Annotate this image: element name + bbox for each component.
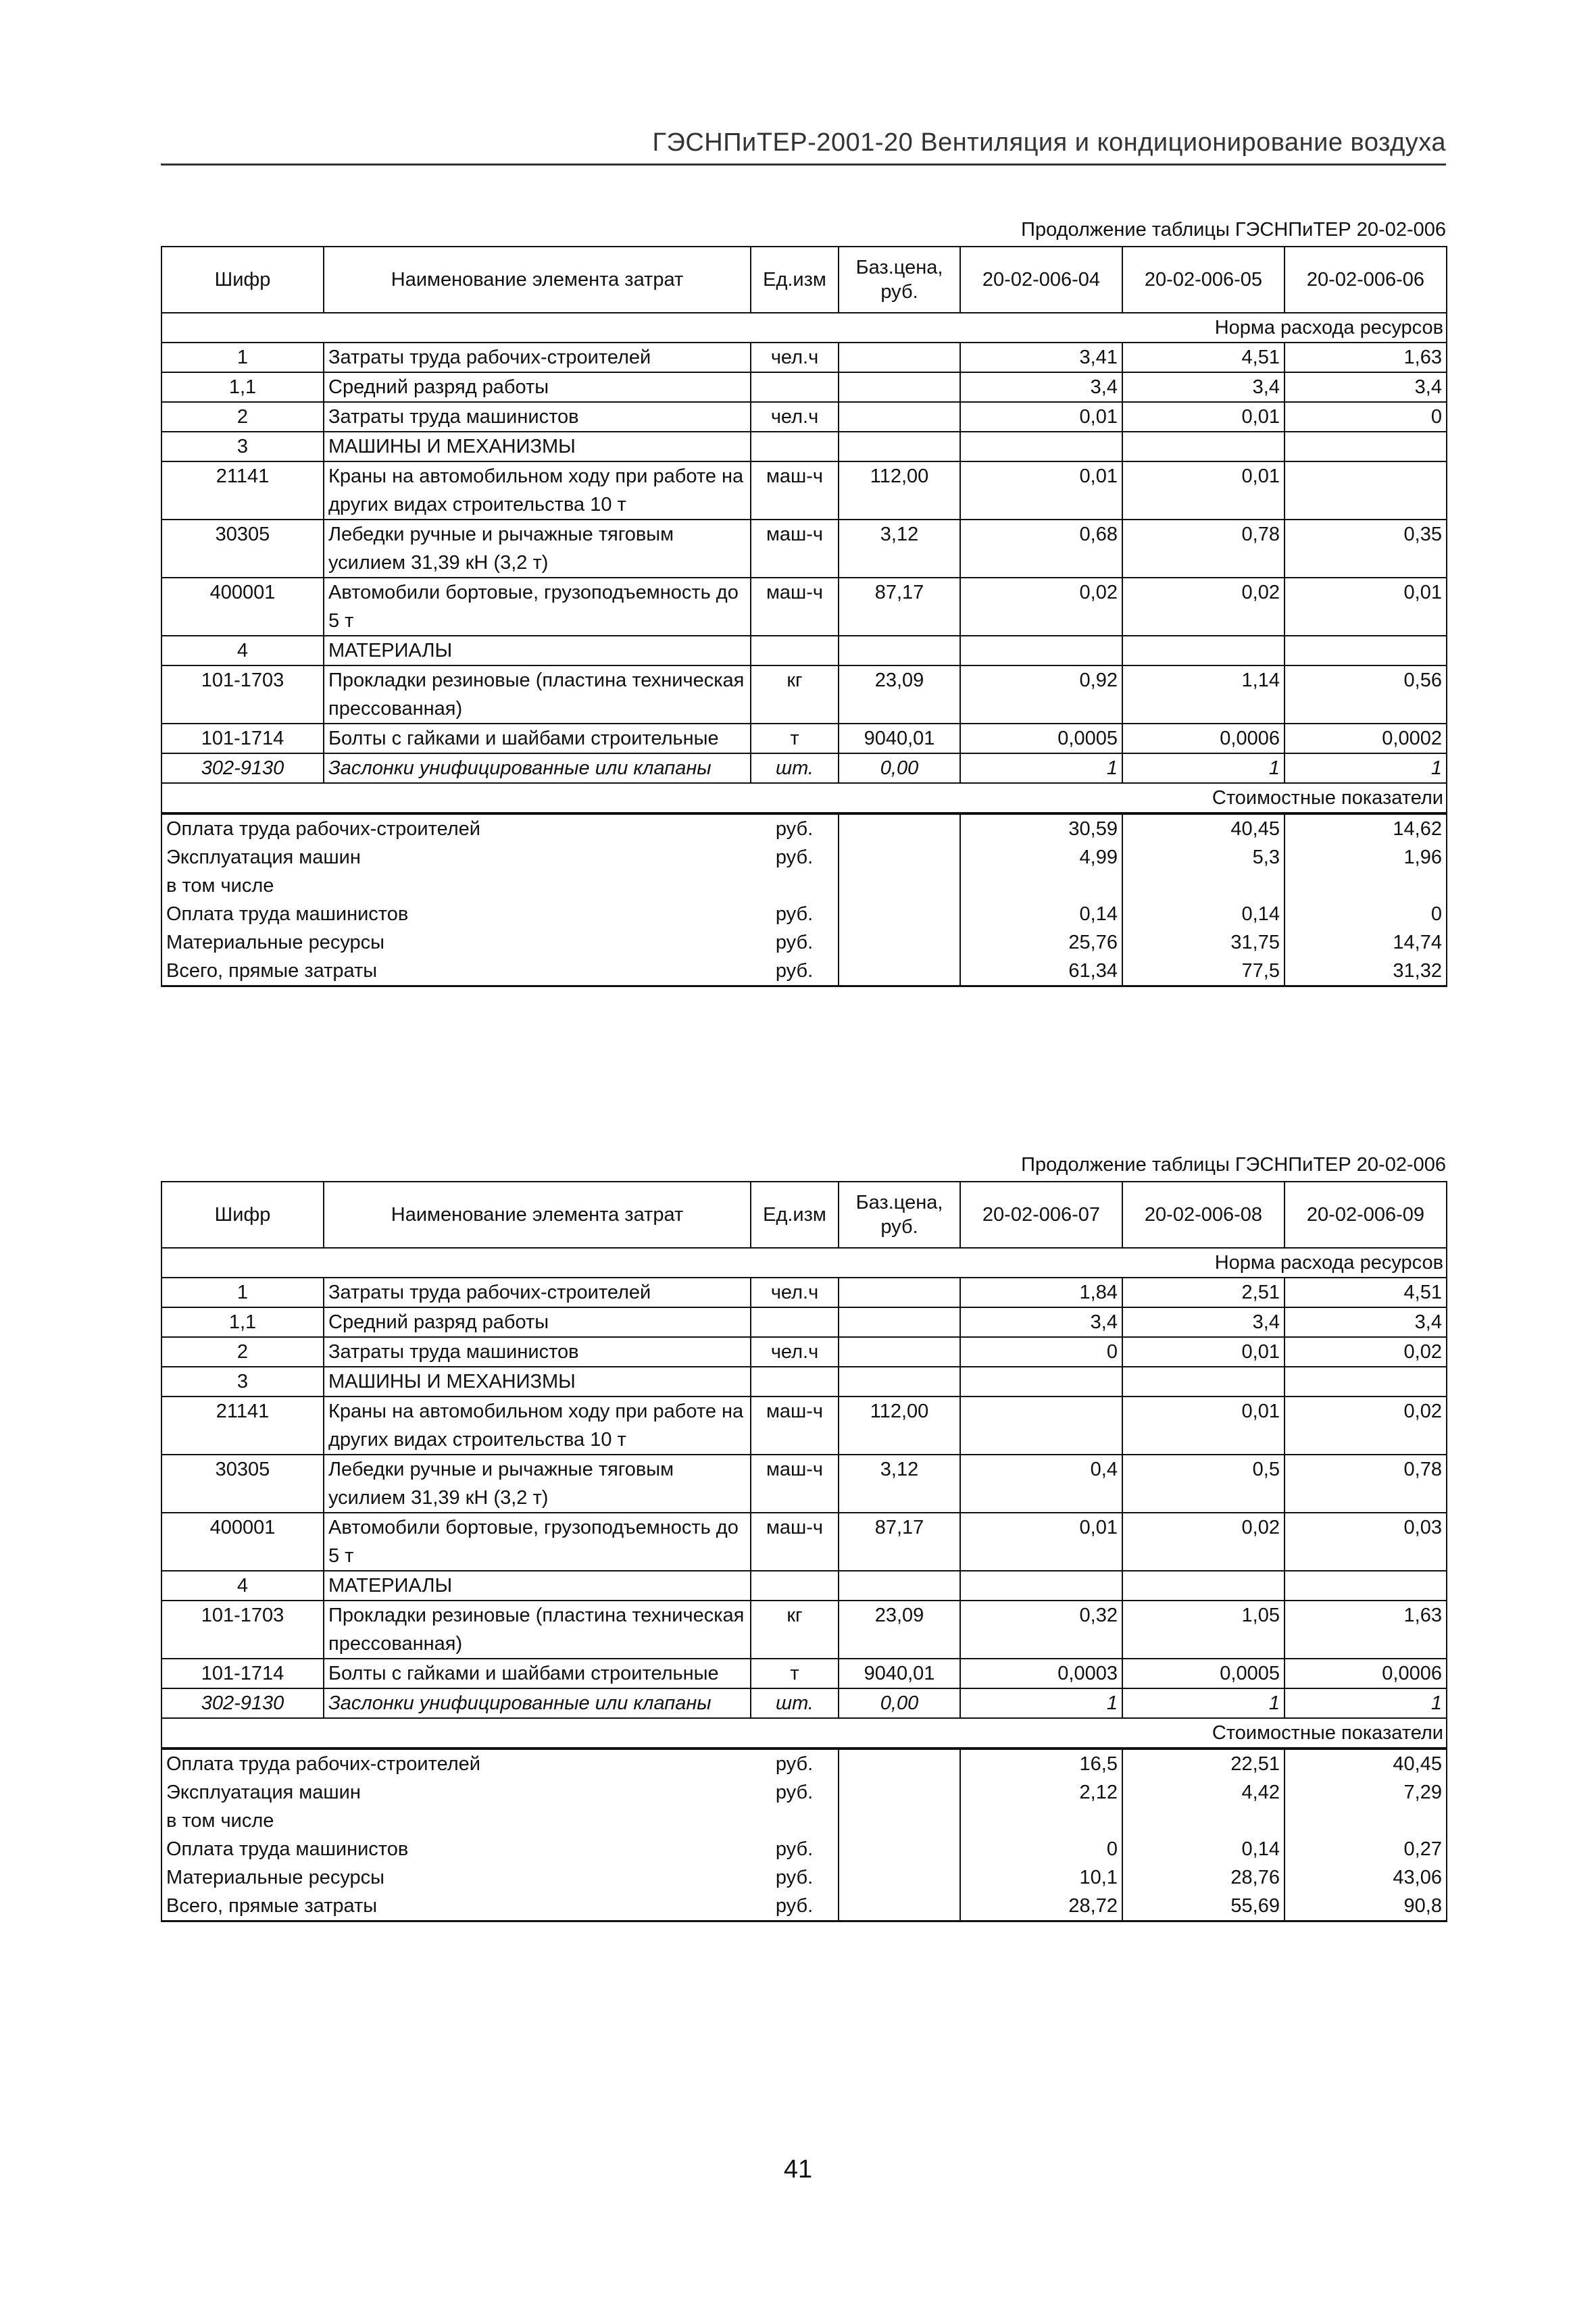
cell-price [839, 402, 960, 432]
table-caption: Продолжение таблицы ГЭСНПиТЕР 20-02-006 [1021, 1154, 1446, 1176]
cell-price [839, 872, 960, 900]
cell-price [839, 1807, 960, 1835]
table-row [161, 1278, 1447, 1307]
cell-value: 0,02 [1122, 1513, 1285, 1571]
cell-code: 1 [161, 1278, 324, 1307]
cell-price: 87,17 [839, 1513, 960, 1571]
cost-row-label: Эксплуатация машин [161, 843, 751, 872]
cell-value: 1 [960, 1688, 1122, 1718]
section-row [161, 1367, 1447, 1397]
page-header: ГЭСНПиТЕР-2001-20 Вентиляция и кондиционирование воздуха [652, 128, 1446, 157]
cell-value: 28,72 [960, 1892, 1122, 1921]
header-code: Шифр [161, 1182, 324, 1248]
cell-value: 90,8 [1285, 1892, 1447, 1921]
header-unit: Ед.изм [751, 247, 839, 313]
cell-value: 0,5 [1122, 1455, 1285, 1513]
cell-value [1285, 432, 1447, 461]
cell-code: 1,1 [161, 372, 324, 402]
cell-code: 400001 [161, 578, 324, 636]
table-row [161, 402, 1447, 432]
table-caption: Продолжение таблицы ГЭСНПиТЕР 20-02-006 [1021, 219, 1446, 241]
norm-label-row [161, 313, 1447, 343]
cell-price [839, 343, 960, 372]
cell-unit: шт. [751, 1688, 839, 1718]
cell-value: 0,32 [960, 1601, 1122, 1659]
header-column: 20-02-006-06 [1285, 247, 1447, 313]
cost-label-row [161, 783, 1447, 813]
cell-value: 77,5 [1122, 957, 1285, 986]
header-column: 20-02-006-04 [960, 247, 1122, 313]
table-row [161, 578, 1447, 636]
cost-row [161, 900, 1447, 928]
cell-unit: руб. [751, 1892, 839, 1921]
cost-row-label: Материальные ресурсы [161, 928, 751, 957]
cell-unit: руб. [751, 1749, 839, 1778]
cell-unit [751, 1367, 839, 1397]
cell-value: 0,01 [1122, 402, 1285, 432]
cost-label-row [161, 1718, 1447, 1749]
cost-label: Стоимостные показатели [161, 783, 1447, 813]
cell-unit [751, 372, 839, 402]
cell-value: 28,76 [1122, 1863, 1285, 1892]
cell-value: 0,02 [1285, 1397, 1447, 1455]
table-row [161, 1688, 1447, 1718]
cell-value: 0,4 [960, 1455, 1122, 1513]
cell-value: 3,4 [1285, 1307, 1447, 1337]
cell-price: 3,12 [839, 1455, 960, 1513]
section-row [161, 432, 1447, 461]
cell-unit: т [751, 1659, 839, 1688]
cell-price: 3,12 [839, 520, 960, 578]
cell-value: 31,32 [1285, 957, 1447, 986]
cell-unit: руб. [751, 957, 839, 986]
cell-price: 9040,01 [839, 1659, 960, 1688]
cell-unit: руб. [751, 1778, 839, 1807]
cell-value [1285, 1807, 1447, 1835]
section-row [161, 636, 1447, 665]
cell-code: 400001 [161, 1513, 324, 1571]
cell-price: 23,09 [839, 1601, 960, 1659]
cell-code: 101-1703 [161, 665, 324, 724]
cell-value [960, 1807, 1122, 1835]
cell-unit [751, 1807, 839, 1835]
cost-row-label: Всего, прямые затраты [161, 957, 751, 986]
cell-value: 0,01 [960, 461, 1122, 520]
cell-name: Лебедки ручные и рычажные тяговым усилием 31,39 кН (3,2 т) [324, 520, 751, 578]
cell-code: 21141 [161, 1397, 324, 1455]
header-price: Баз.цена, руб. [839, 247, 960, 313]
cell-value [960, 432, 1122, 461]
table-row [161, 1397, 1447, 1455]
cell-code: 101-1714 [161, 724, 324, 753]
cell-name: Средний разряд работы [324, 1307, 751, 1337]
cell-name: Затраты труда машинистов [324, 402, 751, 432]
cost-row [161, 872, 1447, 900]
section-row [161, 1571, 1447, 1601]
cell-code: 1,1 [161, 1307, 324, 1337]
cell-name: Средний разряд работы [324, 372, 751, 402]
cell-name: Краны на автомобильном ходу при работе на других видах строительства 10 т [324, 461, 751, 520]
cell-unit: руб. [751, 900, 839, 928]
cost-row [161, 928, 1447, 957]
table-row [161, 343, 1447, 372]
cell-price: 112,00 [839, 1397, 960, 1455]
cell-unit [751, 636, 839, 665]
cell-name: Заслонки унифицированные или клапаны [324, 1688, 751, 1718]
cell-code: 3 [161, 1367, 324, 1397]
resource-table [161, 1181, 1447, 1922]
cell-price [839, 1835, 960, 1863]
table-row [161, 1513, 1447, 1571]
header-unit: Ед.изм [751, 1182, 839, 1248]
cost-row-label: в том числе [161, 872, 751, 900]
table-row [161, 372, 1447, 402]
cell-value: 0,68 [960, 520, 1122, 578]
cell-price [839, 900, 960, 928]
cell-value: 4,99 [960, 843, 1122, 872]
cell-name: Заслонки унифицированные или клапаны [324, 753, 751, 783]
table-row [161, 1659, 1447, 1688]
header-column: 20-02-006-09 [1285, 1182, 1447, 1248]
table-row [161, 1337, 1447, 1367]
cell-code: 4 [161, 636, 324, 665]
cell-price [839, 372, 960, 402]
cell-value: 3,4 [960, 1307, 1122, 1337]
cell-value: 0,0006 [1285, 1659, 1447, 1688]
cell-value [1122, 432, 1285, 461]
cell-value: 61,34 [960, 957, 1122, 986]
cell-value: 1,63 [1285, 1601, 1447, 1659]
cell-value: 3,4 [1122, 1307, 1285, 1337]
header-column: 20-02-006-08 [1122, 1182, 1285, 1248]
cell-unit: маш-ч [751, 461, 839, 520]
cell-value [960, 636, 1122, 665]
cell-value: 0,01 [1285, 578, 1447, 636]
cell-name: Автомобили бортовые, грузоподъемность до 5 т [324, 578, 751, 636]
page-number: 41 [783, 2155, 813, 2184]
header-rule [161, 164, 1446, 166]
cell-value: 0,01 [960, 1513, 1122, 1571]
cell-value [1122, 1367, 1285, 1397]
cell-value [1122, 1571, 1285, 1601]
cell-value: 0,0005 [1122, 1659, 1285, 1688]
cell-unit [751, 432, 839, 461]
cost-row [161, 1892, 1447, 1921]
cell-value: 1,05 [1122, 1601, 1285, 1659]
cell-unit [751, 872, 839, 900]
cost-row-label: Оплата труда машинистов [161, 1835, 751, 1863]
cell-price [839, 1337, 960, 1367]
cell-value: 0,01 [960, 402, 1122, 432]
cell-unit: т [751, 724, 839, 753]
table-row [161, 1307, 1447, 1337]
cell-code: 2 [161, 402, 324, 432]
cell-value: 4,51 [1285, 1278, 1447, 1307]
cell-value: 25,76 [960, 928, 1122, 957]
cell-unit [751, 1571, 839, 1601]
cell-code: 1 [161, 343, 324, 372]
cell-code: 302-9130 [161, 1688, 324, 1718]
cell-price: 9040,01 [839, 724, 960, 753]
cell-unit: маш-ч [751, 520, 839, 578]
cell-unit: маш-ч [751, 1513, 839, 1571]
cost-row-label: в том числе [161, 1807, 751, 1835]
cell-unit: руб. [751, 928, 839, 957]
cell-value [1285, 1571, 1447, 1601]
table-header-row [161, 1182, 1447, 1248]
cell-code: 21141 [161, 461, 324, 520]
cell-name: Болты с гайками и шайбами строительные [324, 1659, 751, 1688]
cell-value: 0,02 [1122, 578, 1285, 636]
cell-price: 87,17 [839, 578, 960, 636]
cell-code: 101-1703 [161, 1601, 324, 1659]
cell-value: 3,41 [960, 343, 1122, 372]
cell-value: 4,51 [1122, 343, 1285, 372]
cell-value: 0,01 [1122, 1397, 1285, 1455]
cell-value: 1 [1122, 1688, 1285, 1718]
cell-value: 2,51 [1122, 1278, 1285, 1307]
cell-price [839, 432, 960, 461]
cell-unit: руб. [751, 813, 839, 843]
cell-value: 5,3 [1122, 843, 1285, 872]
header-name: Наименование элемента затрат [324, 1182, 751, 1248]
cell-value [960, 872, 1122, 900]
cell-name: Затраты труда машинистов [324, 1337, 751, 1367]
cell-name: Затраты труда рабочих-строителей [324, 1278, 751, 1307]
cell-name: Болты с гайками и шайбами строительные [324, 724, 751, 753]
header-code: Шифр [161, 247, 324, 313]
cell-unit: маш-ч [751, 1455, 839, 1513]
table-header-row [161, 247, 1447, 313]
cell-value: 1,96 [1285, 843, 1447, 872]
cell-value [1122, 872, 1285, 900]
cell-price [839, 928, 960, 957]
cell-name: Краны на автомобильном ходу при работе на других видах строительства 10 т [324, 1397, 751, 1455]
cell-value [960, 1397, 1122, 1455]
cell-value: 2,12 [960, 1778, 1122, 1807]
cell-value: 0,01 [1122, 461, 1285, 520]
cost-row [161, 1749, 1447, 1778]
cell-value: 40,45 [1285, 1749, 1447, 1778]
cell-value [1122, 1807, 1285, 1835]
cell-value: 1,84 [960, 1278, 1122, 1307]
cell-value: 1 [1122, 753, 1285, 783]
cell-price [839, 1778, 960, 1807]
cell-value [960, 1571, 1122, 1601]
cell-unit: руб. [751, 843, 839, 872]
section-title: МАТЕРИАЛЫ [324, 1571, 751, 1601]
cell-unit: кг [751, 1601, 839, 1659]
table-row [161, 1455, 1447, 1513]
resource-table [161, 246, 1447, 987]
cell-unit: маш-ч [751, 578, 839, 636]
cell-code: 30305 [161, 520, 324, 578]
cost-row-label: Материальные ресурсы [161, 1863, 751, 1892]
cell-value [1285, 461, 1447, 520]
cost-row [161, 957, 1447, 986]
cell-value: 40,45 [1122, 813, 1285, 843]
cell-unit [751, 1307, 839, 1337]
cell-unit: чел.ч [751, 343, 839, 372]
cost-row [161, 813, 1447, 843]
cell-value: 43,06 [1285, 1863, 1447, 1892]
cell-price [839, 1863, 960, 1892]
norm-label: Норма расхода ресурсов [161, 1248, 1447, 1278]
section-title: МАШИНЫ И МЕХАНИЗМЫ [324, 1367, 751, 1397]
cell-value: 0,03 [1285, 1513, 1447, 1571]
table-row [161, 724, 1447, 753]
cell-price [839, 813, 960, 843]
cell-value: 1 [960, 753, 1122, 783]
cell-value: 55,69 [1122, 1892, 1285, 1921]
cost-row [161, 843, 1447, 872]
cell-value: 0,0002 [1285, 724, 1447, 753]
cell-name: Прокладки резиновые (пластина техническая прессованная) [324, 1601, 751, 1659]
cell-value: 14,74 [1285, 928, 1447, 957]
cell-unit: руб. [751, 1835, 839, 1863]
cell-code: 3 [161, 432, 324, 461]
cell-value: 30,59 [960, 813, 1122, 843]
table-row [161, 461, 1447, 520]
cell-price [839, 636, 960, 665]
cell-value: 7,29 [1285, 1778, 1447, 1807]
cell-price [839, 1367, 960, 1397]
cell-name: Прокладки резиновые (пластина техническая прессованная) [324, 665, 751, 724]
cell-value: 4,42 [1122, 1778, 1285, 1807]
cell-value: 0,56 [1285, 665, 1447, 724]
header-column: 20-02-006-07 [960, 1182, 1122, 1248]
cell-name: Автомобили бортовые, грузоподъемность до 5 т [324, 1513, 751, 1571]
cell-value: 0,01 [1122, 1337, 1285, 1367]
table-row [161, 665, 1447, 724]
cell-value [1285, 872, 1447, 900]
cell-price: 112,00 [839, 461, 960, 520]
cell-value: 0,92 [960, 665, 1122, 724]
cell-price: 0,00 [839, 1688, 960, 1718]
cell-value [1285, 1367, 1447, 1397]
cell-name: Лебедки ручные и рычажные тяговым усилием 31,39 кН (3,2 т) [324, 1455, 751, 1513]
cell-value: 22,51 [1122, 1749, 1285, 1778]
header-column: 20-02-006-05 [1122, 247, 1285, 313]
cell-unit: чел.ч [751, 1278, 839, 1307]
cell-price [839, 957, 960, 986]
cell-price [839, 1278, 960, 1307]
cost-row [161, 1835, 1447, 1863]
cost-row-label: Всего, прямые затраты [161, 1892, 751, 1921]
cost-row [161, 1807, 1447, 1835]
table-row [161, 520, 1447, 578]
cell-price [839, 843, 960, 872]
cell-value: 16,5 [960, 1749, 1122, 1778]
cell-value: 3,4 [1285, 372, 1447, 402]
cost-row-label: Оплата труда рабочих-строителей [161, 813, 751, 843]
cell-code: 4 [161, 1571, 324, 1601]
cell-unit: кг [751, 665, 839, 724]
cell-value [960, 1367, 1122, 1397]
cell-value: 31,75 [1122, 928, 1285, 957]
cell-name: Затраты труда рабочих-строителей [324, 343, 751, 372]
header-name: Наименование элемента затрат [324, 247, 751, 313]
cell-value: 1 [1285, 1688, 1447, 1718]
cell-price: 0,00 [839, 753, 960, 783]
cell-value: 0,14 [1122, 1835, 1285, 1863]
cell-value: 0,02 [1285, 1337, 1447, 1367]
cell-value: 3,4 [960, 372, 1122, 402]
norm-label: Норма расхода ресурсов [161, 313, 1447, 343]
cell-value: 0,14 [960, 900, 1122, 928]
cell-value: 0,35 [1285, 520, 1447, 578]
cell-value: 1,63 [1285, 343, 1447, 372]
header-price: Баз.цена, руб. [839, 1182, 960, 1248]
cell-value: 0,78 [1285, 1455, 1447, 1513]
cell-value: 14,62 [1285, 813, 1447, 843]
cell-value: 0,27 [1285, 1835, 1447, 1863]
cell-unit: чел.ч [751, 402, 839, 432]
cell-price [839, 1307, 960, 1337]
cell-value: 0,0006 [1122, 724, 1285, 753]
table-row [161, 753, 1447, 783]
cell-value: 0 [1285, 402, 1447, 432]
cell-code: 2 [161, 1337, 324, 1367]
cell-value: 0,0005 [960, 724, 1122, 753]
cell-unit: маш-ч [751, 1397, 839, 1455]
cell-value: 1,14 [1122, 665, 1285, 724]
cell-unit: шт. [751, 753, 839, 783]
cell-price [839, 1749, 960, 1778]
cell-value: 0 [1285, 900, 1447, 928]
cell-value: 0,02 [960, 578, 1122, 636]
cell-value: 0 [960, 1835, 1122, 1863]
cell-code: 30305 [161, 1455, 324, 1513]
cell-value: 0,0003 [960, 1659, 1122, 1688]
cost-row [161, 1863, 1447, 1892]
cell-price: 23,09 [839, 665, 960, 724]
cost-label: Стоимостные показатели [161, 1718, 1447, 1749]
cell-value: 3,4 [1122, 372, 1285, 402]
cell-price [839, 1571, 960, 1601]
cell-unit: чел.ч [751, 1337, 839, 1367]
cost-row [161, 1778, 1447, 1807]
cell-code: 101-1714 [161, 1659, 324, 1688]
table-row [161, 1601, 1447, 1659]
cell-price [839, 1892, 960, 1921]
cost-row-label: Оплата труда машинистов [161, 900, 751, 928]
cell-value: 0,78 [1122, 520, 1285, 578]
cell-value [1285, 636, 1447, 665]
section-title: МАТЕРИАЛЫ [324, 636, 751, 665]
norm-label-row [161, 1248, 1447, 1278]
cell-value: 0,14 [1122, 900, 1285, 928]
cost-row-label: Оплата труда рабочих-строителей [161, 1749, 751, 1778]
cell-value [1122, 636, 1285, 665]
cell-unit: руб. [751, 1863, 839, 1892]
cell-value: 0 [960, 1337, 1122, 1367]
cell-value: 1 [1285, 753, 1447, 783]
cost-row-label: Эксплуатация машин [161, 1778, 751, 1807]
section-title: МАШИНЫ И МЕХАНИЗМЫ [324, 432, 751, 461]
cell-value: 10,1 [960, 1863, 1122, 1892]
cell-code: 302-9130 [161, 753, 324, 783]
